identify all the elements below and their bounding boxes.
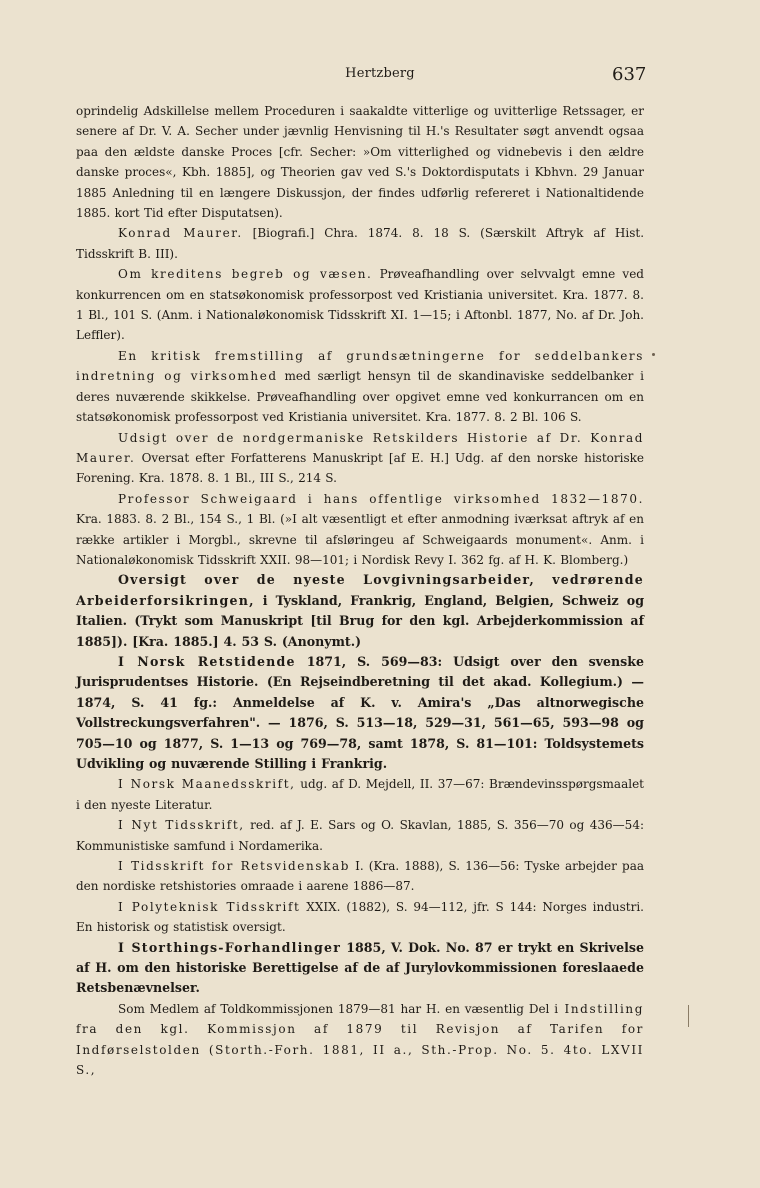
page-number: 637 [612, 64, 647, 85]
entry-norsk-retstidende: I Norsk Retstidende 1871, S. 569—83: Udsigt over den svenske Jurisprudentses Historie. (En Rejseindberetning til det akad. Kollegium.) — 1874, S. 41 fg.: Anmeldelse af K. v. Amira's „Das altnorwegische Vollstreckungsverfahren". — 1876, S. 513—18, 529—31, 561—65, 593—98 og 705—10 og 1877, S. 1—13 og 769—78, samt 1878, S. 81—101: Toldsystemets Udvikling og nuværende Stilling i Frankrig. [76, 653, 644, 771]
entry-storthings-forhandlinger: I Storthings-Forhandlinger 1885, V. Dok. No. 87 er trykt en Skrivelse af H. om den historiske Berettigelse af de af Jurylovkommissionen foreslaaede Retsbenævnelser. [76, 939, 645, 996]
entry-polyteknisk-tidsskrift: I Polyteknisk Tidsskrift XXIX. (1882), S. 94—112, jfr. S 144: Norges industri. En historisk og statistisk oversigt. [76, 899, 644, 935]
entry-schweigaard: Professor Schweigaard i hans offentlige virksomhed 1832—1870. Kra. 1883. 8. 2 Bl., 154 S., 1 Bl. (»I alt væsentligt et efter anmodning iværksat aftryk af en række artikler i Morgbl., skrevne til afsløringeu af Schweigaards monument«. Anm. i Nationaløkonomisk Tidsskrift XXII. 98—101; i Nordisk Revy I. 362 fg. af H. K. Blomberg.) [76, 491, 644, 567]
entry-toldkommissjonen: Som Medlem af Toldkommissjonen 1879—81 har H. en væsentlig Del i Indstilling fra den kgl. Kommissjon af 1879 til Revisjon af Tarifen for Indførselstolden (Storth.-Forh. 1881, II a., Sth.-Prop. No. 5. 4to. LXVII S., [76, 1001, 644, 1078]
page-body [76, 101, 644, 1081]
entry-arbeiderforsikringen: Oversigt over de nyeste Lovgivningsarbeider, vedrørende Arbeiderforsikringen, i Tyskland, Frankrig, England, Belgien, Schweiz og Italien. (Trykt som Manuskript [til Brug for den kgl. Arbejderkommission af 1885]). [Kra. 1885.] 4. 53 S. (Anonymt.) [76, 572, 644, 649]
entry-tidsskrift-retsvidenskab: I Tidsskrift for Retsvidenskab I. (Kra. 1888), S. 136—56: Tyske arbejder paa den nordiske retshistories omraade i aarene 1886—87. [76, 859, 645, 894]
entry-seddelbankers: En kritisk fremstilling af grundsætningerne for seddelbankers indretning og virksomhed med særligt hensyn til de skandinaviske seddelbanker i deres nuværende skikkelse. Prøveafhandling over opgivet emne ved konkurrancen om en statsøkonomisk professorpost ved Kristiania universitet. Kra. 1877. 8. 2 Bl. 106 S. [76, 348, 644, 425]
entry-nyt-tidsskrift: I Nyt Tidsskrift, red. af J. E. Sars og O. Skavlan, 1885, S. 356—70 og 436—54: Kommunistiske samfund i Nordamerika. [76, 818, 644, 853]
margin-mark [688, 1005, 689, 1027]
paragraph-continuation: oprindelig Adskillelse mellem Proceduren i saakaldte vitterlige og uvitterlige Retssager, er senere af Dr. V. A. Secher under jævnlig Henvisning til H.'s Resultater søgt anvendt ogsaa paa den ældste danske Proces [cfr. Secher: »Om vitterlighed og vidnebevis i den ældre danske proces«, Kbh. 1885], og Theorien gav ved S.'s Doktordisputats i Kbhvn. 29 Januar 1885 Anledning til en længere Diskussjon, der findes udførlig refereret i Nationaltidende 1885. kort Tid efter Disputatsen). [76, 104, 644, 221]
entry-norsk-maanedsskrift: I Norsk Maanedsskrift, udg. af D. Mejdell, II. 37—67: Brændevinsspørgsmaalet i den nyeste Literatur. [76, 777, 644, 812]
running-header: Hertzberg [345, 66, 415, 81]
entry-retskilders-historie: Udsigt over de nordgermaniske Retskilders Historie af Dr. Konrad Maurer. Oversat efter Forfatterens Manuskript [af E. H.] Udg. af den norske historiske Forening. Kra. 1878. 8. 1 Bl., III S., 214 S. [76, 430, 644, 486]
entry-konrad-maurer: Konrad Maurer. [Biografi.] Chra. 1874. 8. 18 S. (Særskilt Aftryk af Hist. Tidsskrift B. III). [76, 226, 645, 261]
entry-kreditens-begreb: Om kreditens begreb og væsen. Prøveafhandling over selvvalgt emne ved konkurrencen om en statsøkonomisk professorpost ved Kristiania universitet. Kra. 1877. 8. 1 Bl., 101 S. (Anm. i Nationaløkonomisk Tidsskrift XI. 1—15; i Aftonbl. 1877, No. af Dr. Joh. Leffler). [76, 267, 644, 343]
margin-dot [652, 353, 655, 356]
